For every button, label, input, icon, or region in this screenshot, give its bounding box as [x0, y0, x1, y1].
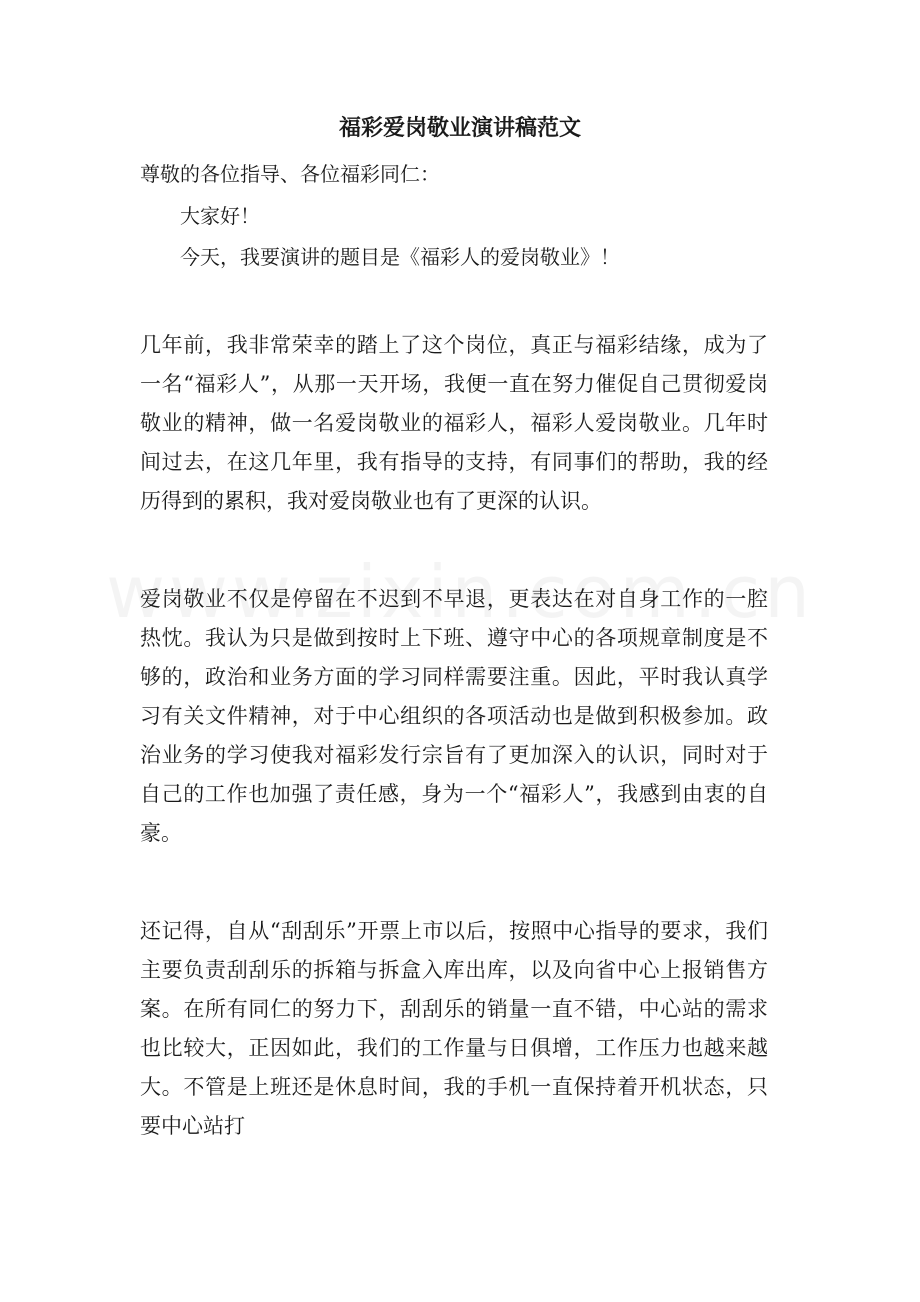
paragraph-3: 还记得，自从“刮刮乐”开票上市以后，按照中心指导的要求，我们主要负责刮刮乐的拆箱与拆盒入库出库，以及向省中心上报销售方案。在所有同仁的努力下，刮刮乐的销量一直不错，中心站的需求也比较大，正因如此，我们的工作量与日俱增，工作压力也越来越大。不管是上班还是休息时间，我的手机一直保持着开机状态，只要中心站打 [140, 919, 768, 1138]
document-title: 福彩爱岗敬业演讲稿范文 [338, 115, 581, 141]
greeting: 大家好！ [180, 204, 260, 228]
intro-line: 今天，我要演讲的题目是《福彩人的爱岗敬业》！ [180, 245, 620, 269]
paragraph-2: 爱岗敬业不仅是停留在不迟到不早退，更表达在对自身工作的一腔热忱。我认为只是做到按时上下班、遵守中心的各项规章制度是不够的，政治和业务方面的学习同样需要注重。因此，平时我认真学习有关文件精神，对于中心组织的各项活动也是做到积极参加。政治业务的学习使我对福彩发行宗旨有了更加深入的认识，同时对于自己的工作也加强了责任感，身为一个“福彩人”，我感到由衷的自豪。 [140, 587, 768, 845]
salutation: 尊敬的各位指导、各位福彩同仁： [140, 162, 440, 186]
paragraph-1: 几年前，我非常荣幸的踏上了这个岗位，真正与福彩结缘，成为了一名“福彩人”，从那一天开场，我便一直在努力催促自己贯彻爱岗敬业的精神，做一名爱岗敬业的福彩人，福彩人爱岗敬业。几年时间过去，在这几年里，我有指导的支持，有同事们的帮助，我的经历得到的累积，我对爱岗敬业也有了更深的认识。 [140, 333, 768, 513]
